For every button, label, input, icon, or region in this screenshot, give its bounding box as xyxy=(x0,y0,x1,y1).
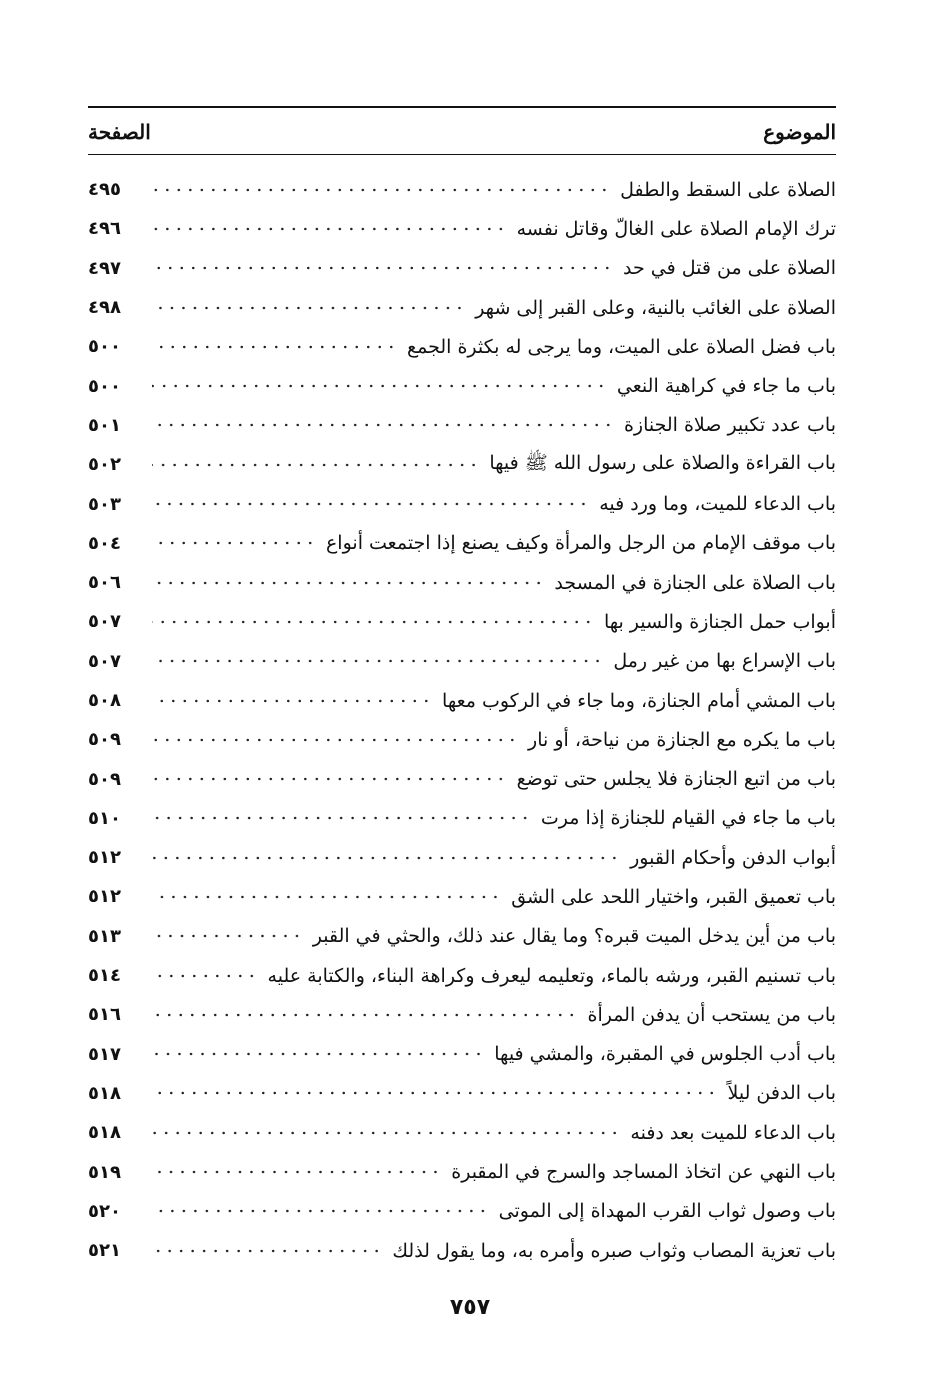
toc-entry-title: باب الدعاء للميت بعد دفنه xyxy=(630,1121,836,1144)
page-number: ٧٥٧ xyxy=(449,1295,491,1320)
toc-entry-page: ٥١٠ xyxy=(88,807,121,829)
toc-entry-title: باب وصول ثواب القرب المهداة إلى الموتى xyxy=(498,1200,836,1223)
dot-leader xyxy=(152,1209,489,1213)
toc-entry-title: باب من اتبع الجنازة فلا يجلس حتى توضع xyxy=(516,768,836,791)
toc-entry-title: باب الدفن ليلاً xyxy=(727,1082,836,1105)
toc-entry-title: باب المشي أمام الجنازة، وما جاء في الركوب معها xyxy=(442,689,836,712)
toc-entry-title: باب ما يكره مع الجنازة من نياحة، أو نار xyxy=(528,728,836,751)
toc-entry xyxy=(88,759,836,798)
toc-entry-title: الصلاة على من قتل في حد xyxy=(623,257,836,280)
toc-entry-page: ٥٠١ xyxy=(88,414,121,436)
dot-leader xyxy=(152,934,303,938)
dot-leader xyxy=(152,856,620,860)
toc-entry-page: ٥٠٧ xyxy=(88,650,121,672)
page-column-label: الصفحة xyxy=(88,120,151,144)
toc-entry-title: باب موقف الإمام من الرجل والمرأة وكيف يصنع إذا اجتمعت أنواع xyxy=(325,532,836,555)
toc-entry-page: ٥٠٩ xyxy=(88,768,121,790)
toc-entry-page: ٥١٧ xyxy=(88,1043,121,1065)
dot-leader xyxy=(152,1131,620,1135)
dot-leader xyxy=(152,463,479,467)
toc-entry xyxy=(88,288,836,327)
toc-entry-title: باب النهي عن اتخاذ المساجد والسرج في المقبرة xyxy=(451,1161,836,1184)
toc-entry-page: ٥١٤ xyxy=(88,965,121,987)
toc-entry-title: باب تعزية المصاب وثواب صبره وأمره به، وما يقول لذلك xyxy=(392,1239,836,1262)
toc-entry-page: ٥١٩ xyxy=(88,1161,121,1183)
toc-entry-title: باب الدعاء للميت، وما ورد فيه xyxy=(599,493,836,516)
toc-entry-page: ٤٩٥ xyxy=(88,179,121,201)
toc-entry-title: باب فضل الصلاة على الميت، وما يرجى له بكثرة الجمع xyxy=(407,335,836,358)
toc-entry xyxy=(88,406,836,445)
toc-entry-page: ٥١٣ xyxy=(88,925,121,947)
toc-entry-page: ٥٢٠ xyxy=(88,1200,121,1222)
toc-entry xyxy=(88,838,836,877)
dot-leader xyxy=(152,188,610,192)
dot-leader xyxy=(152,974,258,978)
dot-leader xyxy=(152,541,316,545)
toc-entry-title: باب الإسراع بها من غير رمل xyxy=(613,650,836,673)
dot-leader xyxy=(152,423,614,427)
toc-entry xyxy=(88,366,836,405)
toc-entry xyxy=(88,1152,836,1191)
toc-entry-page: ٥١٦ xyxy=(88,1004,121,1026)
dot-leader xyxy=(152,738,518,742)
dot-leader xyxy=(152,620,594,624)
toc-entry xyxy=(88,327,836,366)
toc-entry-title: أبواب حمل الجنازة والسير بها xyxy=(603,610,836,633)
toc-entry-page: ٥٠٢ xyxy=(88,454,121,476)
toc-entry-title: ترك الإمام الصلاة على الغالّ وقاتل نفسه xyxy=(516,217,836,240)
toc-entry-page: ٥٠٣ xyxy=(88,493,121,515)
toc-entry xyxy=(88,917,836,956)
toc-entry xyxy=(88,642,836,681)
toc-entry xyxy=(88,799,836,838)
toc-entry xyxy=(88,995,836,1034)
dot-leader xyxy=(152,502,589,506)
dot-leader xyxy=(152,659,603,663)
toc-entry-page: ٤٩٧ xyxy=(88,257,121,279)
topic-column-label: الموضوع xyxy=(763,120,836,144)
toc-entry-page: ٥١٨ xyxy=(88,1122,121,1144)
toc-entry-page: ٥١٢ xyxy=(88,886,121,908)
toc-entry xyxy=(88,1074,836,1113)
dot-leader xyxy=(152,1249,382,1253)
toc-entry-title: باب تسنيم القبر، ورشه بالماء، وتعليمه ليعرف وكراهة البناء، والكتابة عليه xyxy=(267,964,836,987)
toc-entry-title: باب القراءة والصلاة على رسول الله ﷺ فيها xyxy=(489,451,836,474)
toc-entry xyxy=(88,563,836,602)
toc-entry xyxy=(88,445,836,484)
dot-leader xyxy=(152,581,544,585)
dot-leader xyxy=(152,306,465,310)
dot-leader xyxy=(152,227,507,231)
toc-entry-page: ٥٢١ xyxy=(88,1240,121,1262)
toc-entry-title: باب من يستحب أن يدفن المرأة xyxy=(587,1003,836,1026)
toc-entry-title: باب ما جاء في كراهية النعي xyxy=(616,375,836,398)
dot-leader xyxy=(152,266,613,270)
toc-entry xyxy=(88,956,836,995)
toc-entry-title: الصلاة على الغائب بالنية، وعلى القبر إلى شهر xyxy=(475,296,836,319)
dot-leader xyxy=(152,1170,441,1174)
toc-entry-page: ٥٠٦ xyxy=(88,572,121,594)
toc-list xyxy=(88,170,836,1270)
header-rule xyxy=(88,154,836,155)
toc-entry xyxy=(88,524,836,563)
toc-entry xyxy=(88,681,836,720)
toc-entry-page: ٥٠٧ xyxy=(88,611,121,633)
toc-header xyxy=(88,116,836,148)
toc-entry xyxy=(88,877,836,916)
toc-entry xyxy=(88,1113,836,1152)
toc-entry-title: أبواب الدفن وأحكام القبور xyxy=(630,846,836,869)
toc-entry-page: ٥٠٤ xyxy=(88,532,121,554)
toc-entry-page: ٥٠٩ xyxy=(88,729,121,751)
dot-leader xyxy=(152,1091,718,1095)
top-rule xyxy=(88,106,836,108)
toc-entry xyxy=(88,1192,836,1231)
dot-leader xyxy=(152,1013,577,1017)
toc-entry-page: ٥١٢ xyxy=(88,847,121,869)
dot-leader xyxy=(152,345,397,349)
toc-entry-page: ٥٠٠ xyxy=(88,336,121,358)
dot-leader xyxy=(152,895,501,899)
toc-entry-title: باب ما جاء في القيام للجنازة إذا مرت xyxy=(540,807,836,830)
toc-entry-page: ٥٠٨ xyxy=(88,690,121,711)
toc-entry xyxy=(88,1231,836,1270)
toc-entry xyxy=(88,170,836,209)
toc-entry xyxy=(88,209,836,248)
toc-entry-page: ٥١٨ xyxy=(88,1082,121,1104)
toc-entry-title: باب تعميق القبر، واختيار اللحد على الشق xyxy=(511,885,836,908)
toc-entry-title: الصلاة على السقط والطفل xyxy=(620,178,836,201)
toc-entry-page: ٤٩٨ xyxy=(88,297,121,319)
toc-entry xyxy=(88,484,836,523)
dot-leader xyxy=(152,699,432,703)
toc-entry xyxy=(88,602,836,641)
toc-entry xyxy=(88,1035,836,1074)
toc-entry-page: ٥٠٠ xyxy=(88,375,121,397)
toc-entry-title: باب من أين يدخل الميت قبره؟ وما يقال عند ذلك، والحثي في القبر xyxy=(312,925,836,948)
dot-leader xyxy=(152,816,531,820)
toc-entry-title: باب عدد تكبير صلاة الجنازة xyxy=(623,414,836,437)
dot-leader xyxy=(152,1052,484,1056)
toc-entry-page: ٤٩٦ xyxy=(88,218,121,240)
toc-entry xyxy=(88,249,836,288)
toc-entry-title: باب أدب الجلوس في المقبرة، والمشي فيها xyxy=(494,1043,836,1066)
dot-leader xyxy=(152,777,507,781)
dot-leader xyxy=(152,384,607,388)
toc-entry xyxy=(88,720,836,759)
toc-entry-title: باب الصلاة على الجنازة في المسجد xyxy=(554,571,836,594)
